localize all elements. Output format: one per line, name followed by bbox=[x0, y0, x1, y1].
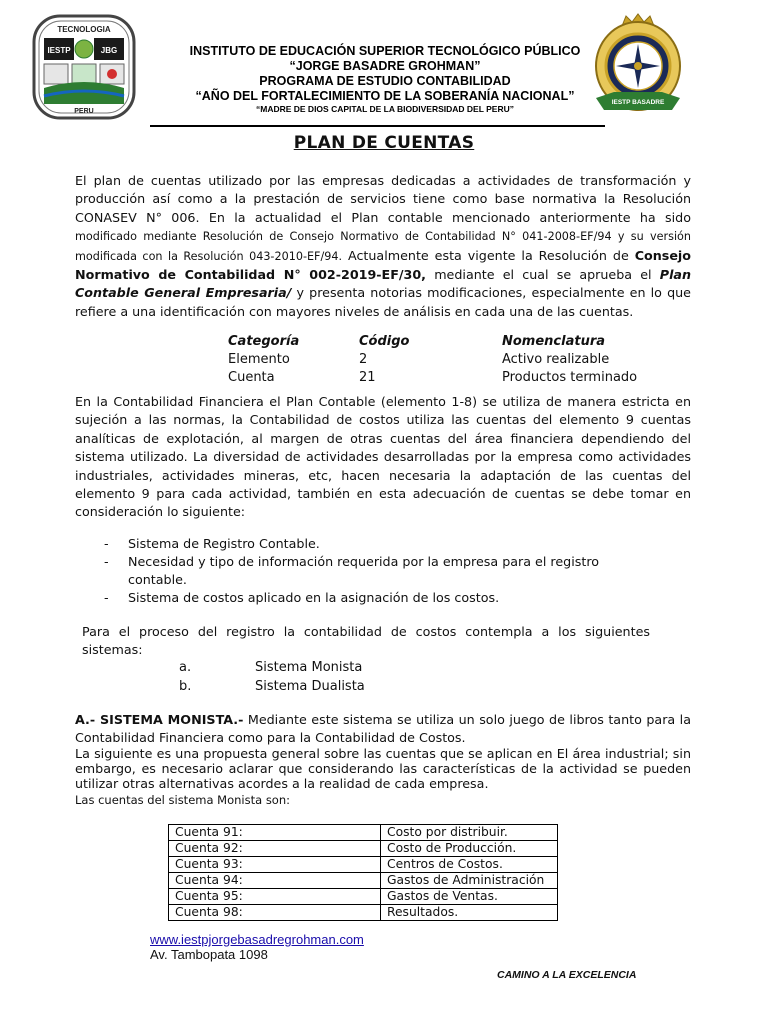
intro-text-3: Actualmente esta vigente la Resolución de bbox=[342, 247, 635, 263]
intro-bold-plan: Plan Contable General Empresaria/ bbox=[75, 267, 692, 301]
table-row bbox=[169, 857, 558, 873]
col-header-codigo: Código bbox=[359, 334, 410, 349]
footer-motto: CAMINO A LA EXCELENCIA bbox=[497, 969, 637, 981]
account-code: Cuenta 95: bbox=[169, 889, 381, 905]
list-item: - Necesidad y tipo de información requerida por la empresa para el registro contable. bbox=[104, 553, 664, 589]
class-row-1-categoria: Elemento bbox=[228, 352, 290, 367]
systems-intro-paragraph: Para el proceso del registro la contabilidad de costos contempla a los siguientes sistemas: bbox=[82, 624, 650, 658]
table-row bbox=[169, 889, 558, 905]
account-name: Gastos de Ventas. bbox=[381, 889, 558, 905]
col-header-nomenclatura: Nomenclatura bbox=[502, 334, 606, 349]
program-name: PROGRAMA DE ESTUDIO CONTABILIDAD bbox=[259, 74, 511, 88]
monista-text-1: Mediante este sistema se utiliza un solo juego de libros tanto para la Contabilidad Financiera como para la Contabilidad de Costos. bbox=[75, 712, 691, 746]
institute-subname: “JORGE BASADRE GROHMAN” bbox=[289, 59, 481, 73]
accounts-table bbox=[168, 824, 558, 921]
logo-top-text: TECNOLOGIA bbox=[57, 25, 111, 34]
system-a-name: Sistema Monista bbox=[255, 660, 363, 675]
logo-bottom-text: PERU bbox=[74, 108, 94, 115]
list-item: - Sistema de Registro Contable. bbox=[104, 535, 664, 553]
class-row-1-nomenclatura: Activo realizable bbox=[502, 352, 610, 367]
monista-accounts-intro: Las cuentas del sistema Monista son: bbox=[75, 793, 291, 807]
system-b-name: Sistema Dualista bbox=[255, 679, 365, 694]
website-link[interactable]: www.iestpjorgebasadregrohman.com bbox=[150, 932, 364, 947]
table-row bbox=[169, 873, 558, 889]
logo-iestp-text: IESTP bbox=[47, 46, 71, 55]
account-code: Cuenta 94: bbox=[169, 873, 381, 889]
page-title: PLAN DE CUENTAS bbox=[293, 133, 475, 153]
intro-text-5: y presenta notorias modificaciones, especialmente en lo que refiere a una identificación con mayores niveles de análisis en cada una de las cuentas. bbox=[75, 285, 691, 319]
monista-proposal-paragraph: La siguiente es una propuesta general sobre las cuentas que se aplican en El área industrial; sin embargo, es necesario aclarar que considerando las características de la actividad se pueden utilizar otras alternativas acordes a la realidad de cada empresa. bbox=[75, 746, 691, 791]
intro-text-1: El plan de cuentas utilizado por las empresas dedicadas a actividades de transformación y producción así como a la prestación de servicios tiene como base normativa la Resolución CONASEV N° 006. En la actualidad el Plan contable mencionado anteriormente ha sido bbox=[75, 173, 691, 225]
logo-jbg-text: JBG bbox=[100, 46, 118, 55]
region-motto: “MADRE DE DIOS CAPITAL DE LA BIODIVERSIDAD DEL PERU” bbox=[255, 104, 514, 114]
account-code: Cuenta 92: bbox=[169, 841, 381, 857]
col-header-categoria: Categoría bbox=[228, 334, 300, 349]
system-b-letter: b. bbox=[179, 679, 192, 694]
account-name: Centros de Costos. bbox=[381, 857, 558, 873]
institution-header bbox=[150, 44, 620, 115]
crest-ribbon-text: IESTP BASADRE bbox=[611, 99, 665, 106]
class-row-1-codigo: 2 bbox=[359, 352, 368, 367]
account-name: Gastos de Administración bbox=[381, 873, 558, 889]
system-a-letter: a. bbox=[179, 660, 192, 675]
account-code: Cuenta 93: bbox=[169, 857, 381, 873]
intro-bold-resolution: Consejo Normativo de Contabilidad N° 002-2019-EF/30, bbox=[75, 247, 691, 283]
table-row bbox=[169, 841, 558, 857]
institute-name: INSTITUTO DE EDUCACIÓN SUPERIOR TECNOLÓGICO PÚBLICO bbox=[189, 44, 581, 58]
intro-text-4: mediante el cual se aprueba el bbox=[426, 267, 660, 283]
class-row-2-categoria: Cuenta bbox=[228, 370, 275, 385]
monista-heading: A.- SISTEMA MONISTA.- bbox=[75, 712, 244, 727]
account-code: Cuenta 91: bbox=[169, 825, 381, 841]
table-row bbox=[169, 905, 558, 921]
table-row bbox=[169, 825, 558, 841]
considerations-list bbox=[104, 535, 664, 607]
list-item: - Sistema de costos aplicado en la asignación de los costos. bbox=[104, 589, 664, 607]
intro-paragraph bbox=[75, 172, 691, 321]
account-code: Cuenta 98: bbox=[169, 905, 381, 921]
institute-logo bbox=[30, 12, 138, 122]
cost-accounting-paragraph: En la Contabilidad Financiera el Plan Contable (elemento 1-8) se utiliza de manera estricta en sujeción a las normas, la Contabilidad de costos utiliza las cuentas del elemento 9 cuentas analíticas de explotación, al margen de otras cuentas del área financiera dependiendo del sistema utilizado. La diversidad de actividades desarrolladas por la empresa como actividades industriales, actividades mineras, etc, hacen necesaria la adaptación de las cuentas del elemento 9 para cada actividad, también en esta adecuación de cuentas se debe tomar en consideración lo siguiente: bbox=[75, 394, 691, 520]
intro-text-2: modificado mediante Resolución de Consejo Normativo de Contabilidad N° 041-2008-EF/94 y su versión modificada con la Resolución 043-2010-EF/94. bbox=[75, 230, 691, 263]
account-name: Resultados. bbox=[381, 905, 558, 921]
address-text: Av. Tambopata 1098 bbox=[150, 947, 268, 962]
account-name: Costo de Producción. bbox=[381, 841, 558, 857]
header-divider bbox=[150, 125, 605, 127]
class-row-2-nomenclatura: Productos terminado bbox=[502, 370, 638, 385]
class-row-2-codigo: 21 bbox=[359, 370, 376, 385]
year-motto: “AÑO DEL FORTALECIMIENTO DE LA SOBERANÍA NACIONAL” bbox=[195, 89, 575, 103]
account-name: Costo por distribuir. bbox=[381, 825, 558, 841]
monista-paragraph bbox=[75, 711, 691, 748]
